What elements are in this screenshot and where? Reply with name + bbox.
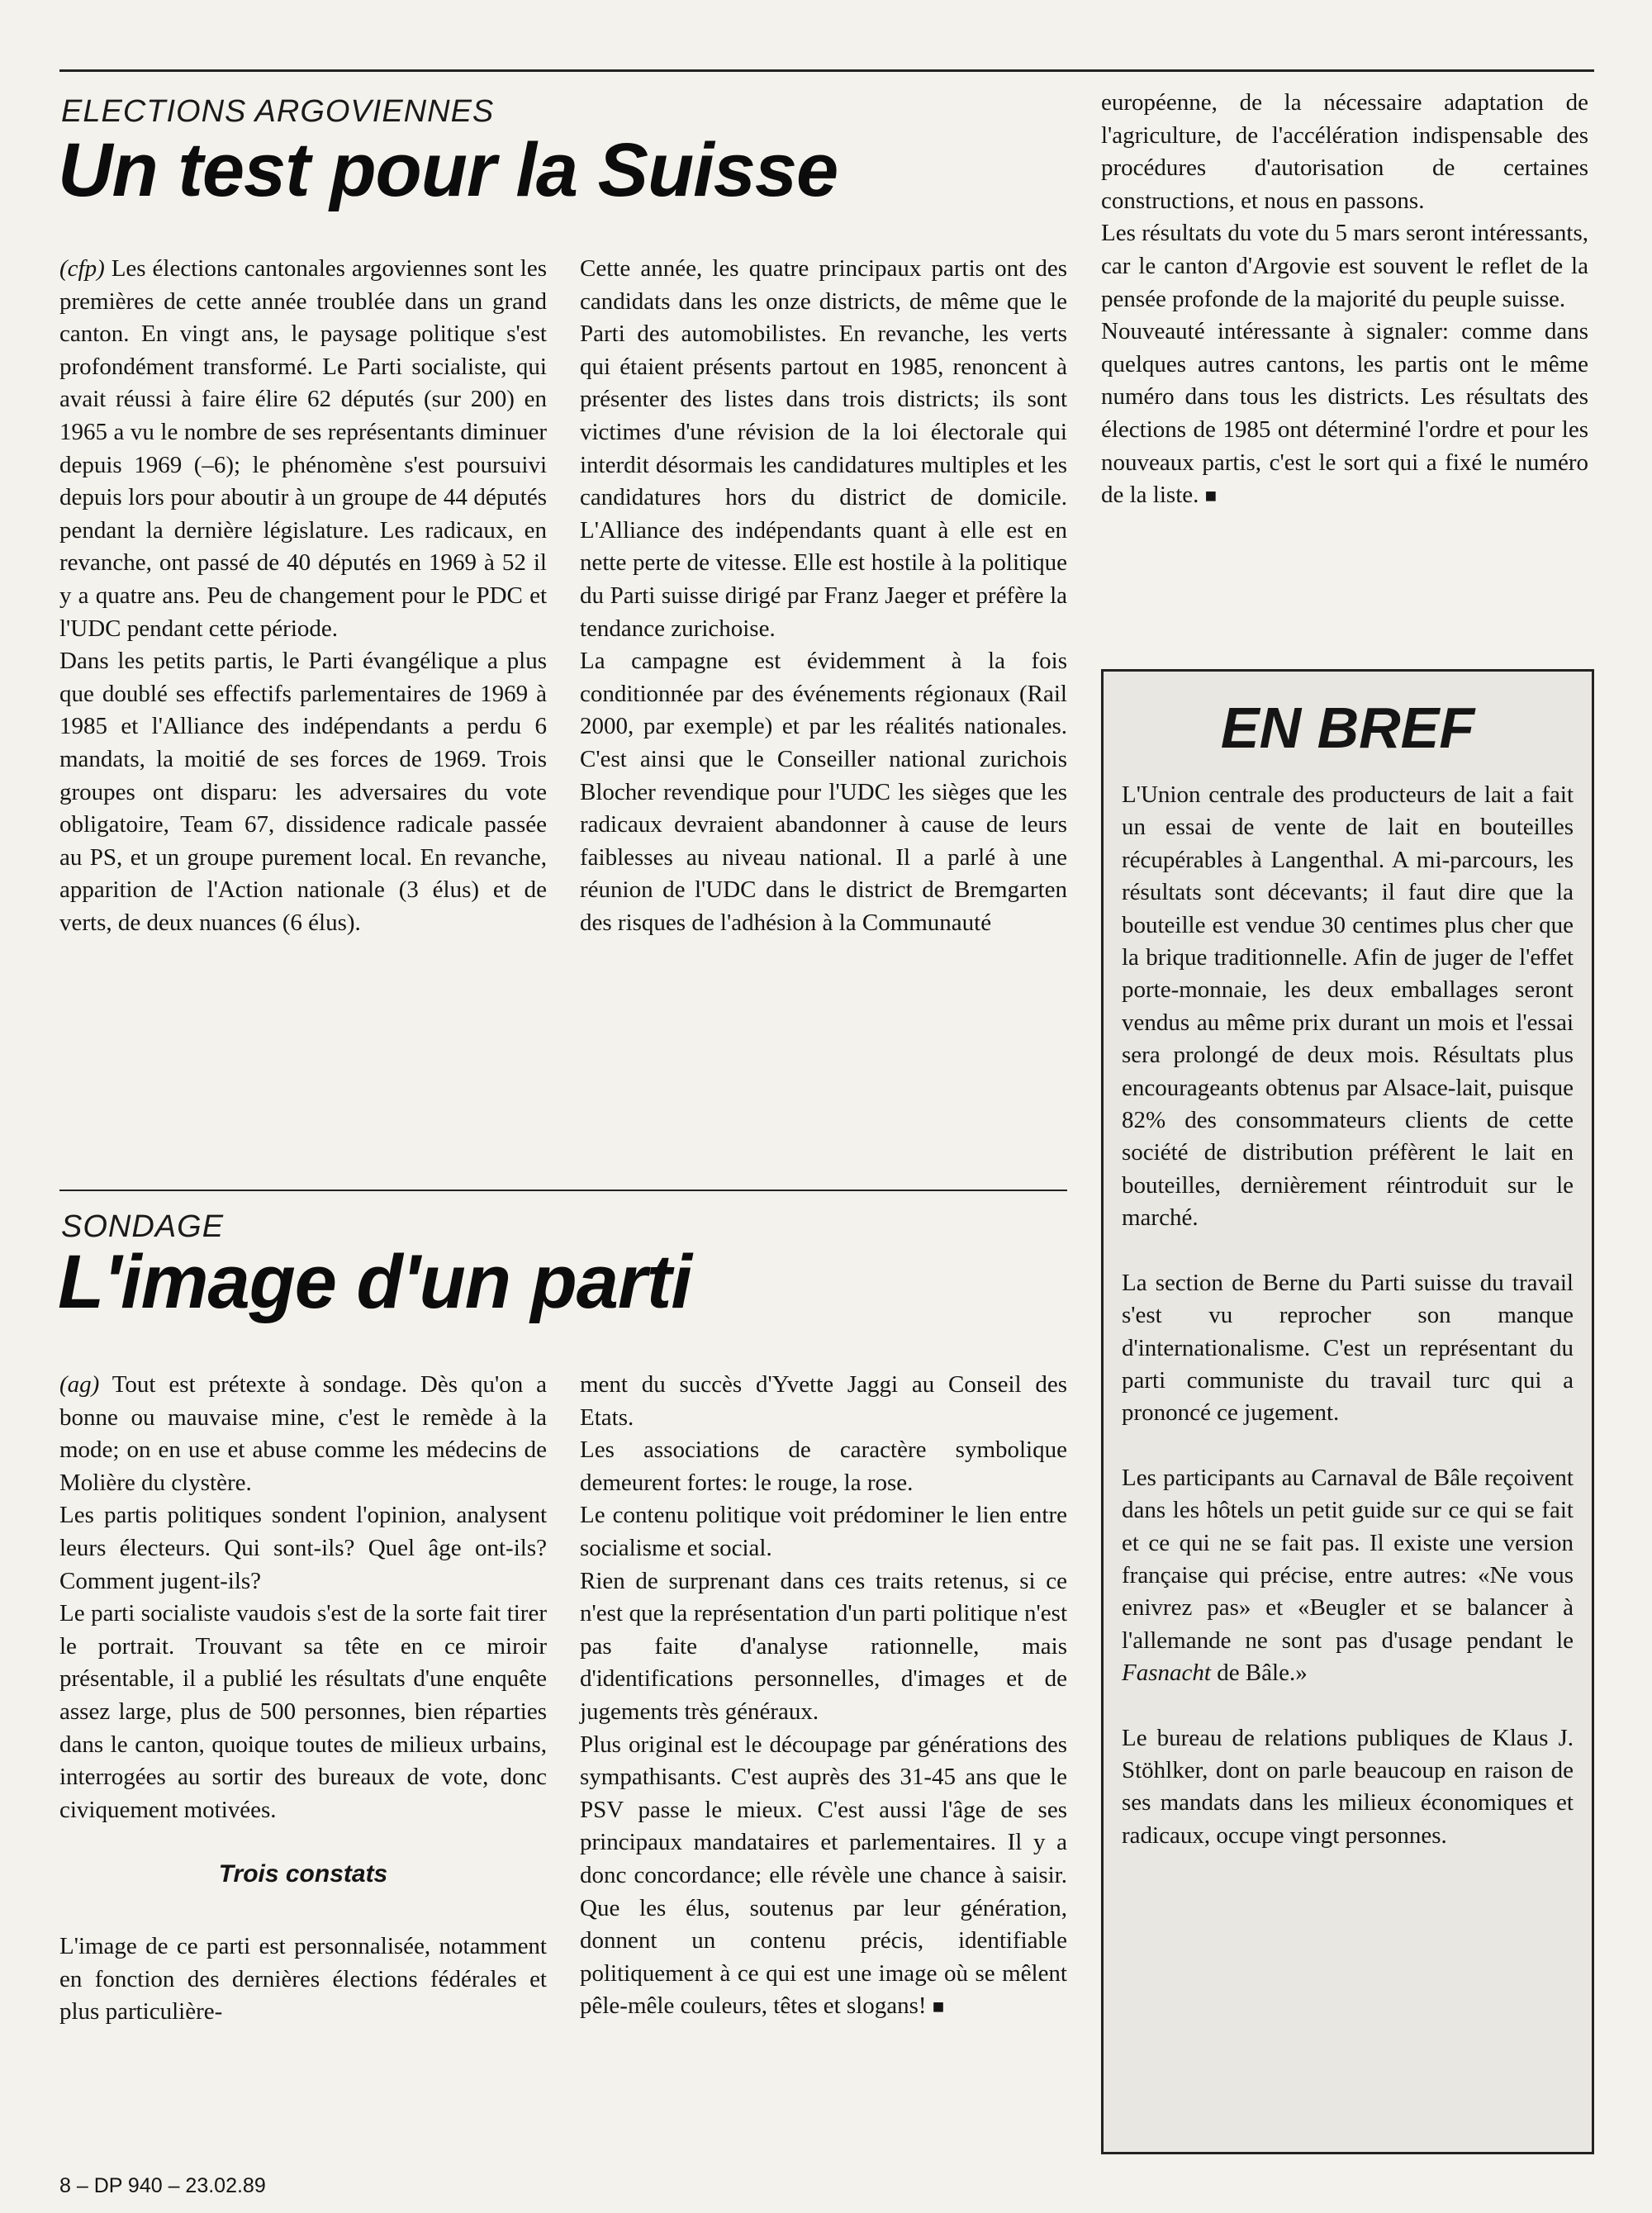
article1-title: Un test pour la Suisse [58,128,838,212]
article1-paragraph: Cette année, les quatre principaux partis ont des candidats dans les onze districts, de même que le Parti des automobilistes. En revanche, les verts qui étaient présents partout en 1985, renoncent à présenter des listes dans trois districts; ils sont victimes d'une révision de la loi électorale qui interdit désormais les candidatures multiples et les candidatures hors du district de domicile. L'Alliance des indépendants quant à elle est en nette perte de vitesse. Elle est hostile à la politique du Parti suisse dirigé par Franz Jaeger et préfère la tendance zurichoise. [580,255,1067,642]
en-bref-box [1101,669,1594,2154]
en-bref-item: Le bureau de relations publiques de Klaus J. Stöhlker, dont on parle beaucoup en raison de ses mandats dans les milieux économiques et radicaux, occupe vingt personnes. [1122,1724,1574,1849]
article1-paragraph: Dans les petits partis, le Parti évangélique a plus que doublé ses effectifs parlementaires de 1969 à 1985 et l'Alliance des indépendants a perdu 6 mandats, la moitié de ses forces de 1969. Trois groupes ont disparu: les adversaires du vote obligatoire, Team 67, dissidence radicale passée au PS, et un groupe purement local. En revanche, apparition de l'Action nationale (3 élus) et de verts, de deux nuances (6 élus). [59,648,547,936]
article1-kicker: ELECTIONS ARGOVIENNES [61,94,495,129]
end-mark: ■ [1204,486,1218,508]
article2-column-2 [580,1369,1067,2025]
top-rule [59,69,1594,72]
article1-paragraph: La campagne est évidemment à la fois conditionnée par des événements régionaux (Rail 2000, par exemple) et par les réalités nationales. C'est ainsi que le Conseiller national zurichois Blocher revendique pour l'UDC les sièges que les radicaux devraient abandonner à cause de leurs faiblesses au niveau national. Il a parlé à une réunion de l'UDC dans le district de Bremgarten des risques de l'adhésion à la Communauté [580,648,1067,936]
article2-paragraph: L'image de ce parti est personnalisée, notamment en fonction des dernières élections fédérales et plus particulière- [59,1932,547,2025]
article2-column-1 [59,1369,547,2029]
page-folio: 8 – DP 940 – 23.02.89 [59,2174,266,2197]
article1-column-1 [59,253,547,939]
article2-kicker: SONDAGE [61,1209,225,1244]
article1-paragraph: européenne, de la nécessaire adaptation de l'agriculture, de l'accélération indispensable des procédures d'autorisation de certaines constructions, et nous en passons. [1101,89,1588,214]
article1-byline: (cfp) [59,255,105,282]
article2-paragraph: ment du succès d'Yvette Jaggi au Conseil des Etats. [580,1371,1067,1431]
article1-paragraph: Les résultats du vote du 5 mars seront intéressants, car le canton d'Argovie est souvent le reflet de la pensée profonde de la majorité du peuple suisse. [1101,220,1588,312]
en-bref-title: EN BREF [1220,696,1475,760]
article1-column-2 [580,253,1067,939]
article2-subhead: Trois constats [218,1860,388,1888]
en-bref-item: La section de Berne du Parti suisse du travail s'est vu reprocher son manque d'internationalisme. C'est un représentant du parti communiste du travail turc qui a prononcé ce jugement. [1122,1269,1574,1427]
article1-paragraph: (cfp) Les élections cantonales argoviennes sont les premières de cette année troublée dans un grand canton. En vingt ans, le paysage politique s'est profondément transformé. Le Parti socialiste, qui avait réussi à faire élire 62 députés (sur 200) en 1965 a vu le nombre de ses représentants diminuer depuis 1969 (–6); le phénomène s'est poursuivi depuis lors pour aboutir à un groupe de 44 députés pendant la dernière législature. Les radicaux, en revanche, ont passé de 40 députés en 1969 à 52 il y a quatre ans. Peu de changement pour le PDC et l'UDC pendant cette période. [59,255,547,642]
article2-byline: (ag) [59,1371,100,1398]
article2-title: L'image d'un parti [58,1240,691,1324]
article2-paragraph: Les associations de caractère symbolique demeurent fortes: le rouge, la rose. [580,1437,1067,1496]
section-rule [59,1190,1067,1191]
article2-paragraph: (ag) Tout est prétexte à sondage. Dès qu'on a bonne ou mauvaise mine, c'est le remède à la mode; on en use et abuse comme les médecins de Molière du clystère. [59,1371,547,1496]
article2-paragraph: Rien de surprenant dans ces traits retenus, si ce n'est que la représentation d'un parti politique n'est pas faite d'analyse rationnelle, mais d'identifications personnelles, d'images et de jugements très généraux. [580,1567,1067,1725]
end-mark: ■ [932,1997,945,2019]
article2-paragraph: Les partis politiques sondent l'opinion, analysent leurs électeurs. Qui sont-ils? Quel âge ont-ils? Comment jugent-ils? [59,1502,547,1594]
article2-paragraph: Plus original est le découpage par générations des sympathisants. C'est auprès des 31-45 ans que le PSV passe le mieux. C'est aussi l'âge de ses principaux mandataires et parlementaires. Il y a donc concordance; elle révèle une chance à saisir. Que les élus, soutenus par leur génération, donnent un contenu précis, identifiable politiquement à ce qui est une image où se mêlent pêle-mêle couleurs, têtes et slogans! ■ [580,1731,1067,2020]
article1-column-3 [1101,87,1588,514]
en-bref-item: Les participants au Carnaval de Bâle reçoivent dans les hôtels un petit guide sur ce qui se fait et ce qui ne se fait pas. Il existe une version française qui précise, entre autres: «Ne vous enivrez pas» et «Beugler et se balancer à l'allemande ne sont pas d'usage pendant le Fasnacht de Bâle.» [1122,1464,1574,1687]
en-bref-body [1122,779,1574,1884]
article1-paragraph: Nouveauté intéressante à signaler: comme dans quelques autres cantons, les partis ont le même numéro dans tous les districts. Les résultats des élections de 1985 ont déterminé l'ordre et pour les nouveaux partis, c'est le sort qui a fixé le numéro de la liste. ■ [1101,318,1588,509]
en-bref-item: L'Union centrale des producteurs de lait a fait un essai de vente de lait en bouteilles récupérables à Langenthal. A mi-parcours, les résultats sont décevants; il faut dire que la bouteille est vendue 30 centimes plus cher que la brique traditionnelle. Afin de juger de l'effet porte-monnaie, les deux emballages seront vendus au même prix durant un mois et l'essai sera prolongé de deux mois. Résultats plus encourageants obtenus par Alsace-lait, puisque 82% des consommateurs clients de cette société de distribution préfèrent le lait en bouteilles, dernièrement réintroduit sur le marché. [1122,781,1574,1232]
article2-paragraph: Le parti socialiste vaudois s'est de la sorte fait tirer le portrait. Trouvant sa tête en ce miroir présentable, il a publié les résultats d'une enquête assez large, plus de 500 personnes, bien réparties dans le canton, quoique toutes de milieux urbains, interrogées au sortir des bureaux de vote, donc civiquement motivées. [59,1600,547,1823]
article2-paragraph: Le contenu politique voit prédominer le lien entre socialisme et social. [580,1502,1067,1561]
